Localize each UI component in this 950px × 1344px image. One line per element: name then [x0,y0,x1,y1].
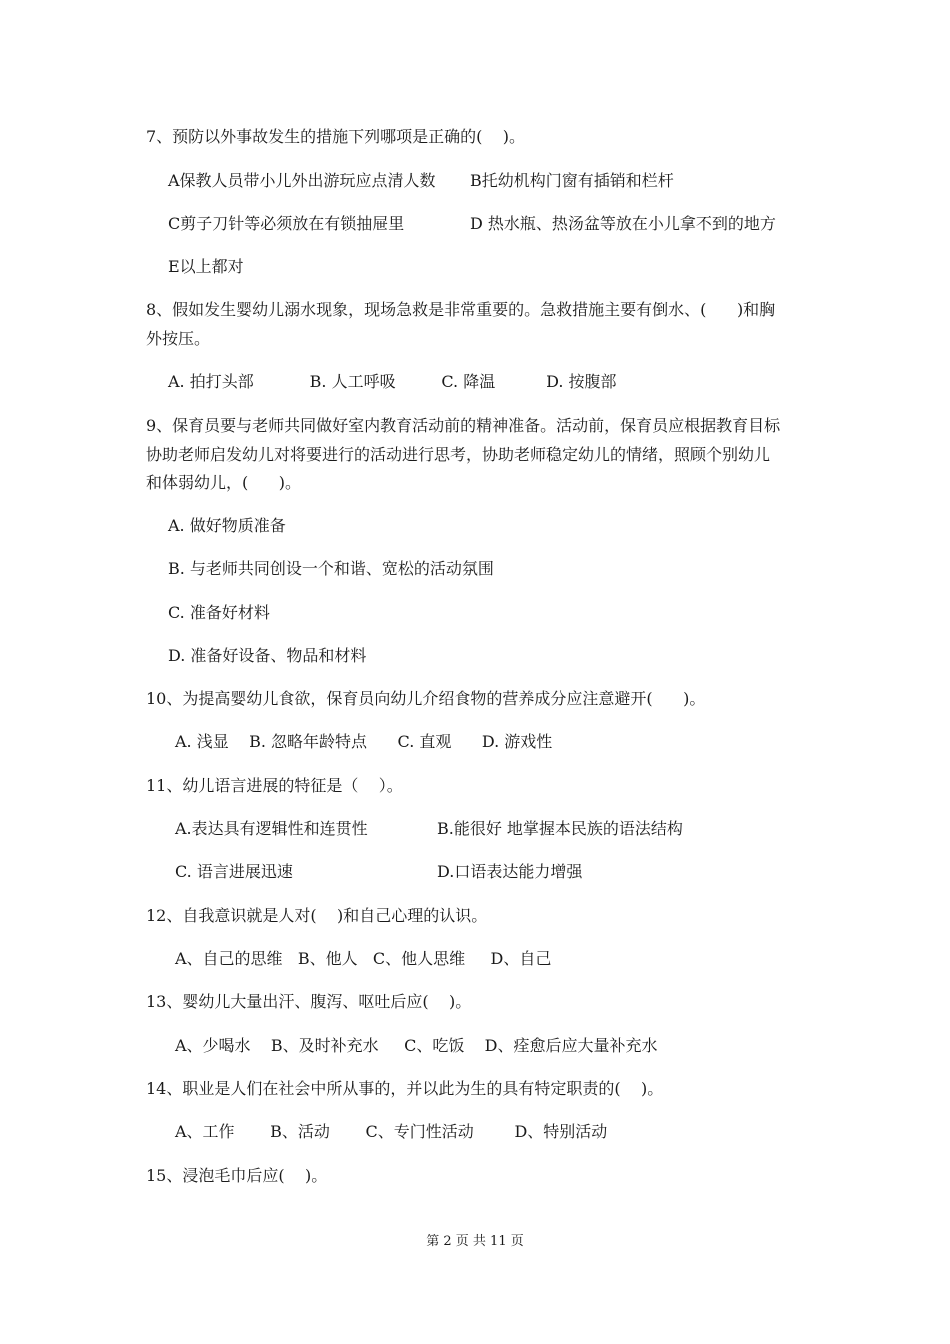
question-8-stem-line-1: 8、假如发生婴幼儿溺水现象，现场急救是非常重要的。急救措施主要有倒水、( )和胸 [146,300,776,319]
question-12-stem: 12、自我意识就是人对( )和自己心理的认识。 [146,906,488,925]
question-9-stem-line-1: 9、保育员要与老师共同做好室内教育活动前的精神准备。活动前，保育员应根据教育目标 [146,416,781,435]
question-14-options: A、工作 B、活动 C、专门性活动 D、特别活动 [175,1122,608,1141]
question-7-stem: 7、预防以外事故发生的措施下列哪项是正确的( )。 [146,127,526,146]
question-11-option-c: C. 语言进展迅速 [175,862,293,881]
question-7-option-d: D 热水瓶、热汤盆等放在小儿拿不到的地方 [470,214,776,233]
question-9-option-d: D. 准备好设备、物品和材料 [168,646,367,665]
question-11-option-b: B.能很好 地掌握本民族的语法结构 [437,819,683,838]
question-15-stem: 15、浸泡毛巾后应( )。 [146,1166,328,1185]
question-7-option-e: E以上都对 [168,257,244,276]
question-11-option-d: D.口语表达能力增强 [437,862,583,881]
question-13-options: A、少喝水 B、及时补充水 C、吃饭 D、痊愈后应大量补充水 [175,1036,658,1055]
question-13-stem: 13、婴幼儿大量出汗、腹泻、呕吐后应( )。 [146,992,472,1011]
question-7-option-c: C剪子刀针等必须放在有锁抽屉里 [168,214,405,233]
question-11-stem: 11、幼儿语言进展的特征是（ ）。 [146,776,403,795]
question-9-stem-line-3: 和体弱幼儿，( )。 [146,473,302,492]
question-14-stem: 14、职业是人们在社会中所从事的，并以此为生的具有特定职责的( )。 [146,1079,664,1098]
question-11-option-a: A.表达具有逻辑性和连贯性 [175,819,368,838]
question-8-stem-line-2: 外按压。 [146,329,211,348]
question-8-options: A. 拍打头部 B. 人工呼吸 C. 降温 D. 按腹部 [168,372,617,391]
question-7-option-a: A保教人员带小儿外出游玩应点清人数 [168,171,436,190]
question-9-option-b: B. 与老师共同创设一个和谐、宽松的活动氛围 [168,559,494,578]
question-9-stem-line-2: 协助老师启发幼儿对将要进行的活动进行思考，协助老师稳定幼儿的情绪，照顾个别幼儿 [146,445,771,464]
question-12-options: A、自己的思维 B、他人 C、他人思维 D、自己 [175,949,552,968]
question-9-option-c: C. 准备好材料 [168,603,270,622]
question-9-option-a: A. 做好物质准备 [168,516,286,535]
question-10-options: A. 浅显 B. 忽略年龄特点 C. 直观 D. 游戏性 [175,732,553,751]
page-footer: 第 2 页 共 11 页 [426,1234,524,1249]
question-7-option-b: B托幼机构门窗有插销和栏杆 [470,171,674,190]
question-10-stem: 10、为提高婴幼儿食欲，保育员向幼儿介绍食物的营养成分应注意避开( )。 [146,689,706,708]
